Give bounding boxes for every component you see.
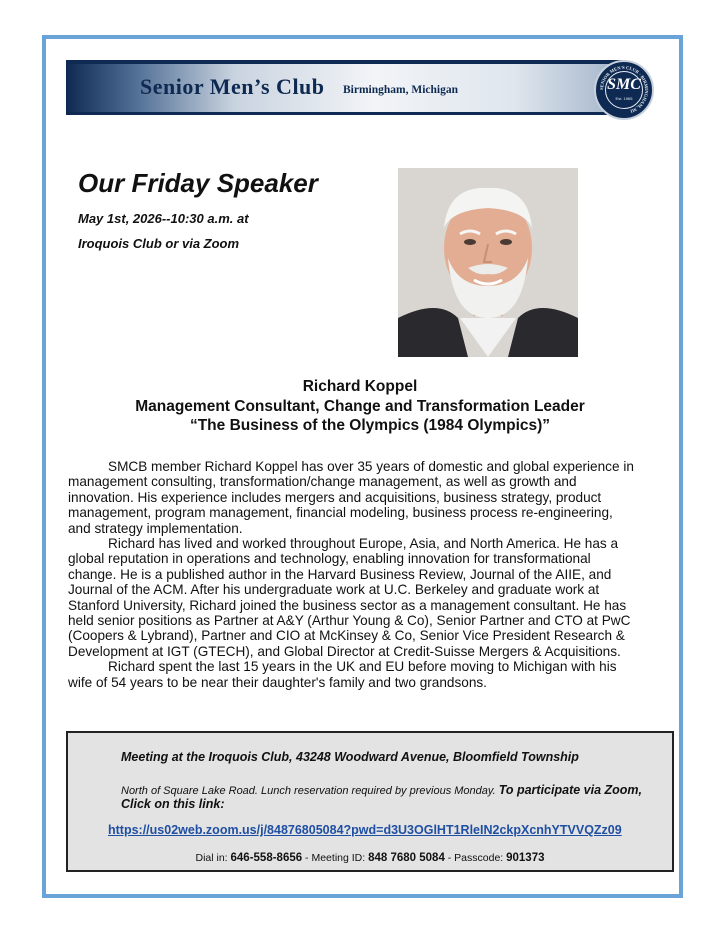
page-title: Our Friday Speaker: [78, 168, 318, 198]
bio-paragraph: Richard has lived and worked throughout Europe, Asia, and North America. He has a global reputation in operations and technology, enabling innovation for transformational change. He is a published author in the Harvard Business Review, Journal of the AIIE, and Journal of the ACM. After his undergraduate work at U.C. Berkeley and graduate work at Stanford University, Richard joined the business sector as a management consultant. He has held senior positions as Partner at A&Y (Arthur Young & Co), Senior Partner and CTO at PwC (Coopers & Lybrand), Partner and CIO at McKinsey & Co, Senior Vice President Research & Development at IGT (GTECH), and Global Director at Credit-Suisse Mergers & Acquisitions.: [68, 536, 631, 659]
club-location: Birmingham, Michigan: [343, 84, 459, 96]
bio-paragraph: Richard spent the last 15 years in the UK and EU before moving to Michigan with his wife of 54 years to be near their daughter's family and two grandsons.: [68, 659, 617, 690]
event-date-time: May 1st, 2026--10:30 a.m. at: [78, 211, 249, 226]
seal-monogram: SMC: [607, 76, 641, 93]
event-venue: Iroquois Club or via Zoom: [78, 236, 240, 251]
zoom-prompt: To participate via Zoom, Click on this link:: [121, 783, 642, 811]
dial-label: Dial in:: [195, 852, 231, 864]
dial-in-info: [68, 852, 672, 864]
bio-paragraph: SMCB member Richard Koppel has over 35 years of domestic and global experience in management consulting, transformation/change management, as well as growth and innovation. His experience includes mergers and acquisitions, business strategy, product management, program management, financial modeling, business process re-engineering, and strategy implementation.: [68, 459, 634, 536]
passcode: 901373: [506, 852, 545, 864]
meeting-info-box: [66, 731, 674, 872]
zoom-link[interactable]: https://us02web.zoom.us/j/84876805084?pwd=d3U3OGlHT1RleIN2ckpXcnhYTVVQZz09: [108, 823, 622, 837]
dial-number: 646-558-8656: [230, 852, 303, 864]
speaker-portrait: [398, 168, 578, 357]
club-seal-logo: [594, 60, 654, 120]
meeting-id: 848 7680 5084: [368, 852, 445, 864]
speaker-role: Management Consultant, Change and Transformation Leader: [135, 398, 585, 415]
talk-title: “The Business of the Olympics (1984 Olympics)”: [189, 417, 551, 434]
passcode-label: - Passcode:: [444, 852, 507, 864]
club-name: Senior Men’s Club: [140, 74, 325, 99]
speaker-name: Richard Koppel: [302, 378, 418, 395]
banner-bottom-rule: [66, 112, 626, 115]
speaker-bio: [68, 459, 638, 690]
svg-text:SENIOR MEN'S CLUB · BIRMINGHAM: SENIOR MEN'S CLUB · BIRMINGHAM, MI: [598, 64, 650, 114]
meeting-id-label: - Meeting ID:: [302, 852, 369, 864]
lunch-reservation-note: North of Square Lake Road. Lunch reservation required by previous Monday.: [121, 785, 496, 797]
speaker-portrait-illustration: [398, 168, 578, 357]
seal-established: Est. 1965: [615, 96, 633, 101]
meeting-note: [121, 784, 666, 812]
club-banner: [66, 60, 660, 116]
meeting-location: Meeting at the Iroquois Club, 43248 Woodward Avenue, Bloomfield Township: [121, 750, 579, 764]
